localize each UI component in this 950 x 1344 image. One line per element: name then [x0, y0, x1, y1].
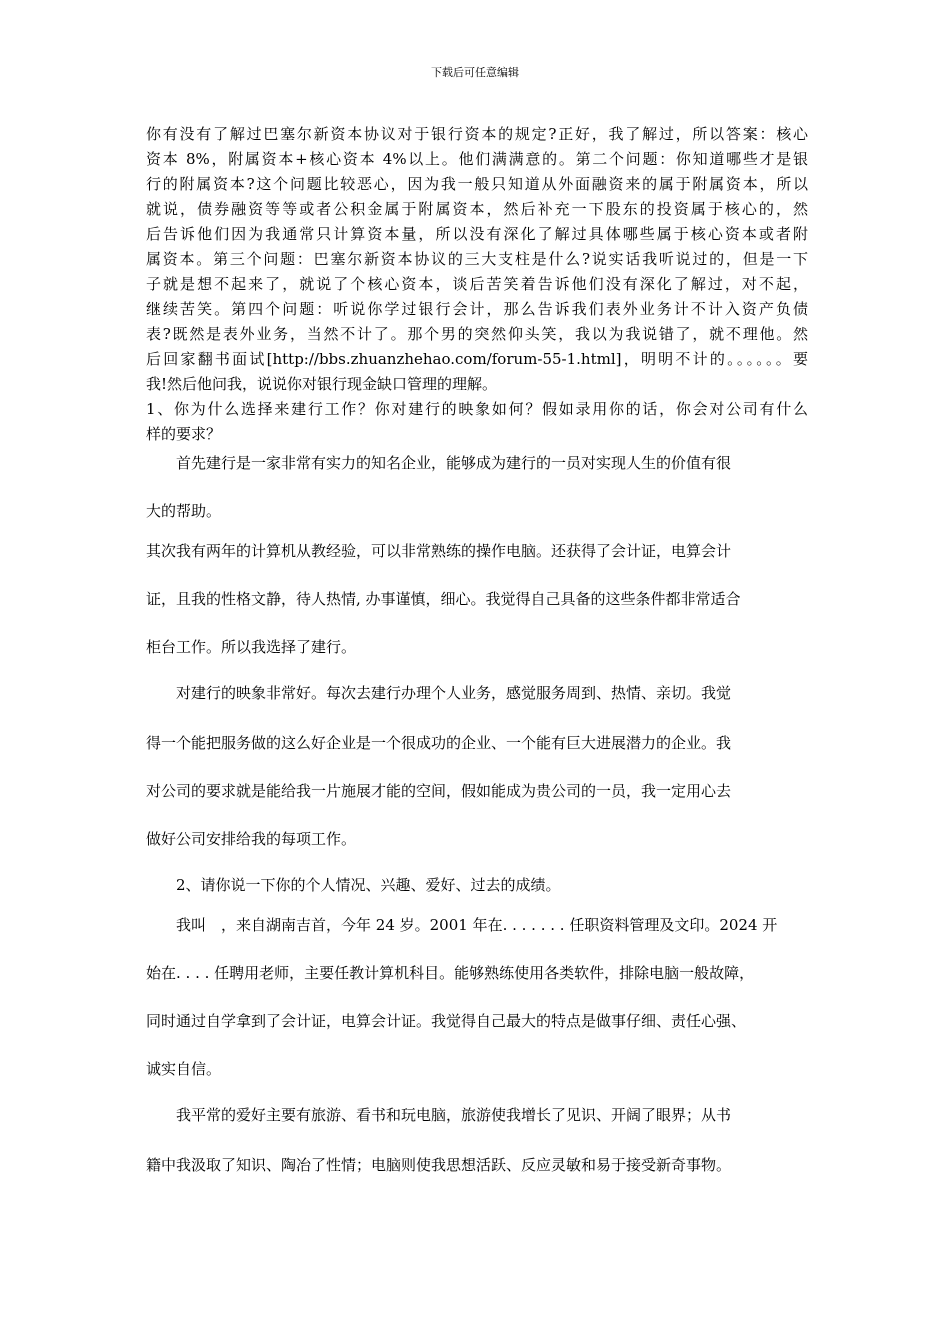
text-line: 子就是想不起来了，就说了个核心资本，谈后苦笑着告诉他们没有深化了解过，对不起， [146, 275, 808, 293]
text-line: 我!然后他问我，说说你对银行现金缺口管理的理解。 [146, 375, 498, 393]
intro-paragraph [146, 122, 808, 397]
text-line: 表?既然是表外业务，当然不计了。那个男的突然仰头笑，我以为我说错了，就不理他。然 [146, 325, 808, 343]
text-line: 后回家翻书面试[http://bbs.zhuanzhehao.com/forum-55-1.html]，明明不计的。。。。。。要 [146, 350, 808, 368]
text-line: 其次我有两年的计算机从教经验，可以非常熟练的操作电脑。还获得了会计证，电算会计 [146, 542, 732, 560]
text-line: 柜台工作。所以我选择了建行。 [146, 638, 357, 656]
text-line: 继续苦笑。第四个问题：听说你学过银行会计，那么告诉我们表外业务计不计入资产负债 [146, 300, 808, 318]
text-line: 首先建行是一家非常有实力的知名企业，能够成为建行的一员对实现人生的价值有很 [176, 454, 732, 472]
text-line: 1、你为什么选择来建行工作？你对建行的映象如何？假如录用你的话，你会对公司有什么 [146, 400, 808, 418]
text-line: 诚实自信。 [146, 1060, 222, 1078]
text-line: 后告诉他们因为我通常只计算资本量，所以没有深化了解过具体哪些属于核心资本或者附 [146, 225, 808, 243]
text-line: 属资本。第三个问题：巴塞尔新资本协议的三大支柱是什么?说实话我听说过的，但是一下 [146, 250, 808, 268]
text-line: 我平常的爱好主要有旅游、看书和玩电脑，旅游使我增长了见识、开阔了眼界；从书 [176, 1106, 732, 1124]
text-line: 行的附属资本?这个问题比较恶心，因为我一般只知道从外面融资来的属于附属资本，所以 [146, 175, 808, 193]
question-1 [146, 397, 808, 447]
text-line: 对公司的要求就是能给我一片施展才能的空间，假如能成为贵公司的一员，我一定用心去 [146, 782, 732, 800]
text-line: 就说，债券融资等等或者公积金属于附属资本，然后补充一下股东的投资属于核心的，然 [146, 200, 808, 218]
text-line: 做好公司安排给我的每项工作。 [146, 830, 357, 848]
text-line: 资本 8%，附属资本+核心资本 4%以上。他们满满意的。第二个问题：你知道哪些才是银 [146, 150, 808, 168]
question-2-heading: 2、请你说一下你的个人情况、兴趣、爱好、过去的成绩。 [176, 876, 561, 894]
text-line: 同时通过自学拿到了会计证，电算会计证。我觉得自己最大的特点是做事仔细、责任心强、 [146, 1012, 747, 1030]
text-line: 我叫 ，来自湖南吉首，今年 24 岁。2001 年在. . . . . . . 任职资料管理及文印。2024 开 [176, 916, 778, 934]
text-line: 始在. . . . 任聘用老师，主要任教计算机科目。能够熟练使用各类软件，排除电脑一般故障， [146, 964, 755, 982]
text-line: 得一个能把服务做的这么好企业是一个很成功的企业、一个能有巨大进展潜力的企业。我 [146, 734, 732, 752]
text-line: 籍中我汲取了知识、陶冶了性情；电脑则使我思想活跃、反应灵敏和易于接受新奇事物。 [146, 1156, 732, 1174]
text-line: 样的要求？ [146, 425, 222, 443]
text-line: 你有没有了解过巴塞尔新资本协议对于银行资本的规定?正好，我了解过，所以答案：核心 [146, 125, 808, 143]
page-header: 下载后可任意编辑 [431, 66, 519, 79]
text-line: 大的帮助。 [146, 502, 222, 520]
text-line: 对建行的映象非常好。每次去建行办理个人业务，感觉服务周到、热情、亲切。我觉 [176, 684, 732, 702]
text-line: 证，且我的性格文静，待人热情, 办事谨慎，细心。我觉得自己具备的这些条件都非常适合 [146, 590, 741, 608]
